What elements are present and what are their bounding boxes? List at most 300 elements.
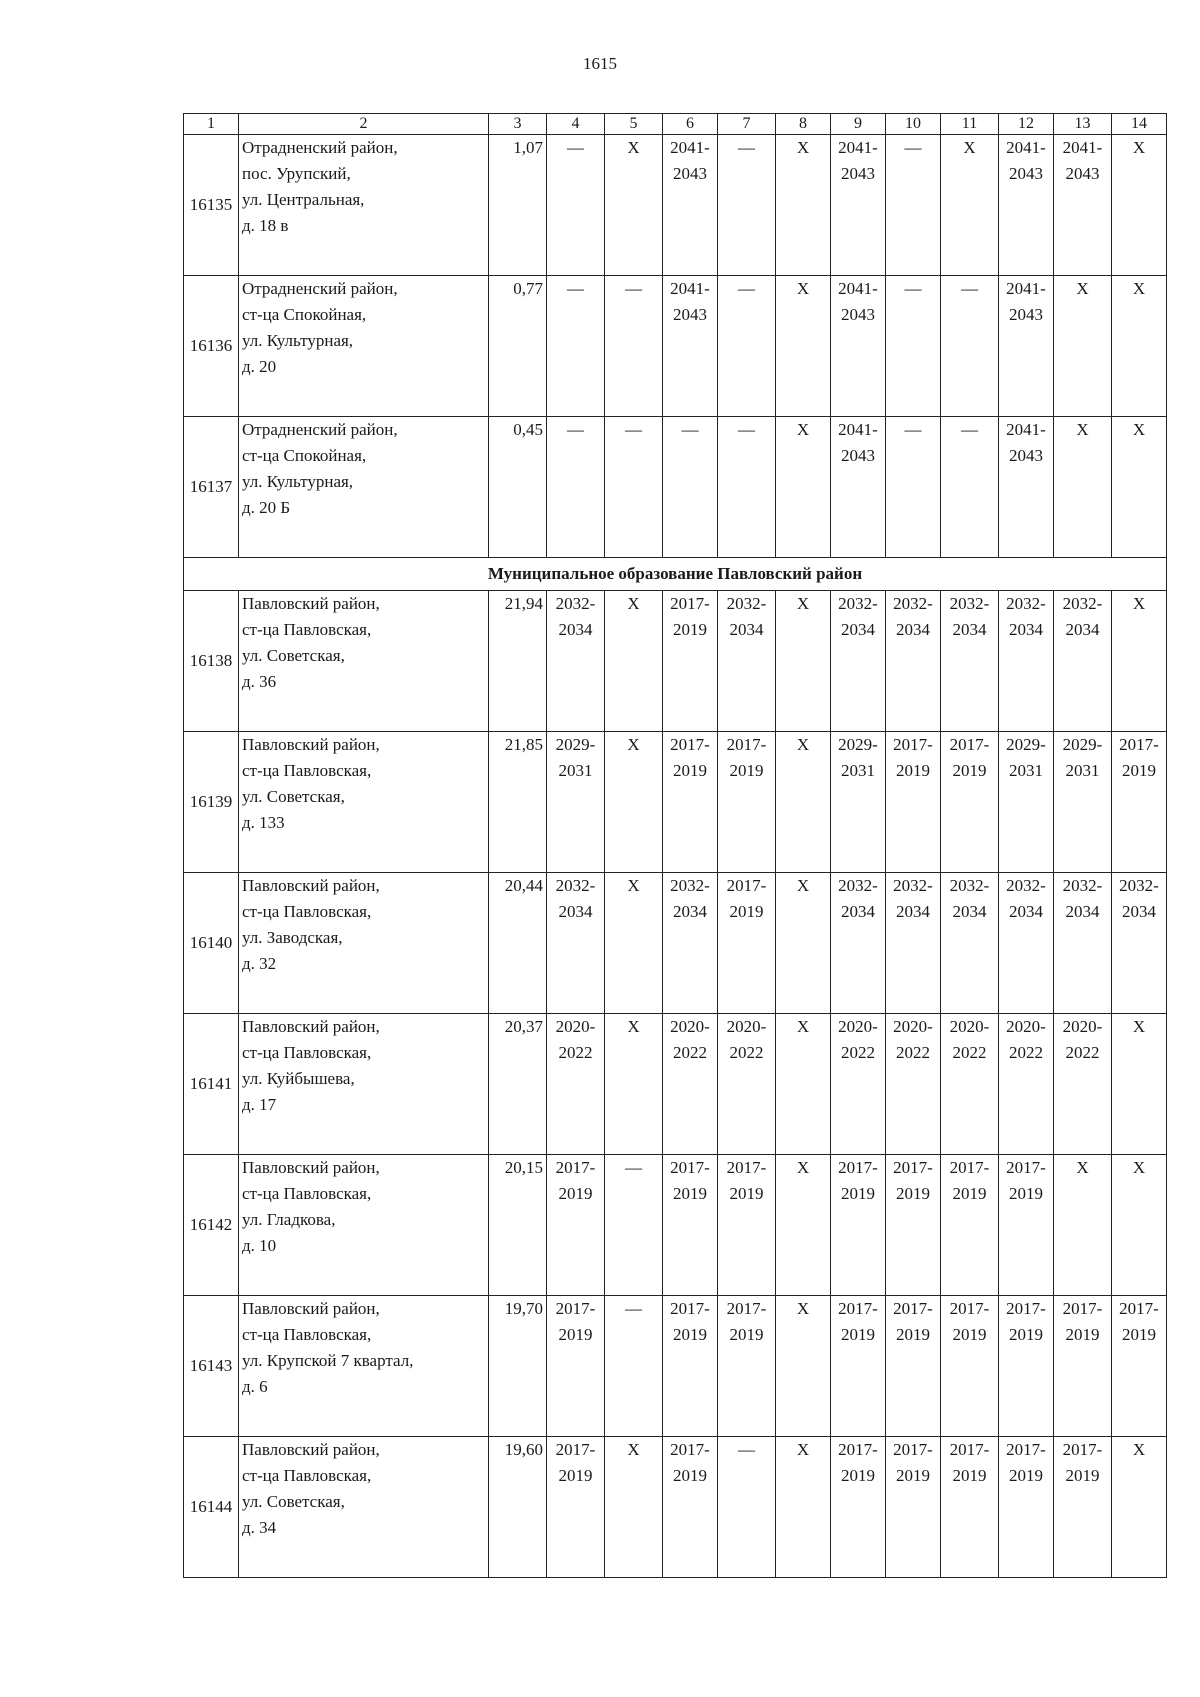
year-range-start: 2017-	[949, 1158, 990, 1177]
row-id: 16143	[184, 1296, 239, 1437]
address-line: ул. Куйбышева,	[242, 1069, 355, 1088]
year-range-end: 2034	[1065, 620, 1100, 639]
value-cell: X	[776, 276, 831, 417]
year-range-end: 2043	[841, 305, 875, 324]
value-cell: —	[718, 276, 776, 417]
page-number: 1615	[583, 54, 617, 73]
value-cell	[999, 873, 1054, 1014]
year-range-end: 2019	[1009, 1466, 1043, 1485]
year-range-end: 2031	[841, 761, 875, 780]
value-cell: —	[605, 1155, 663, 1296]
address-cell	[239, 1296, 489, 1437]
value-cell	[999, 276, 1054, 417]
year-range-end: 2019	[673, 1325, 707, 1344]
value-cell: X	[776, 591, 831, 732]
value-cell: —	[886, 417, 941, 558]
year-range-start: 2017-	[949, 1299, 990, 1318]
value-cell	[941, 732, 999, 873]
value-cell: —	[718, 417, 776, 558]
year-range-end: 2022	[558, 1043, 593, 1062]
value-cell	[886, 591, 941, 732]
value-cell	[718, 1296, 776, 1437]
year-range-end: 2019	[673, 620, 707, 639]
value-cell: X	[776, 1155, 831, 1296]
address-line: ст-ца Спокойная,	[242, 446, 367, 465]
year-range-end: 2043	[1009, 446, 1043, 465]
value-cell: X	[776, 732, 831, 873]
year-range-start: 2032-	[838, 876, 878, 895]
value-cell	[547, 1014, 605, 1155]
value-cell	[1054, 135, 1112, 276]
value-cell	[999, 732, 1054, 873]
value-cell	[831, 1155, 886, 1296]
year-range-end: 2019	[1065, 1325, 1100, 1344]
year-range-end: 2043	[1009, 305, 1043, 324]
year-range-end: 2019	[841, 1325, 875, 1344]
year-range-end: 2019	[729, 761, 764, 780]
year-range-end: 2031	[558, 761, 593, 780]
year-range-end: 2034	[558, 620, 593, 639]
value-cell	[1112, 732, 1167, 873]
year-range-end: 2019	[558, 1325, 593, 1344]
address-line: ст-ца Павловская,	[242, 1043, 372, 1062]
value-cell	[831, 417, 886, 558]
column-number-cell: 7	[718, 114, 776, 135]
year-range-end: 2022	[841, 1043, 875, 1062]
value-cell	[547, 591, 605, 732]
value-cell	[1054, 1014, 1112, 1155]
value-cell	[663, 591, 718, 732]
area-cell: 19,60	[489, 1437, 547, 1578]
year-range-start: 2017-	[555, 1158, 596, 1177]
column-number-cell: 11	[941, 114, 999, 135]
year-range-start: 2017-	[1119, 1299, 1159, 1318]
year-range-start: 2029-	[1062, 735, 1103, 754]
year-range-start: 2032-	[1006, 594, 1046, 613]
value-cell	[663, 1014, 718, 1155]
table-row	[184, 135, 1167, 276]
year-range-end: 2019	[729, 902, 764, 921]
value-cell	[663, 1155, 718, 1296]
value-cell	[718, 732, 776, 873]
value-cell	[663, 276, 718, 417]
address-cell	[239, 1155, 489, 1296]
value-cell	[999, 135, 1054, 276]
section-title: Муниципальное образование Павловский район	[184, 558, 1167, 591]
year-range-end: 2019	[558, 1184, 593, 1203]
row-id: 16144	[184, 1437, 239, 1578]
year-range-start: 2017-	[838, 1299, 878, 1318]
year-range-end: 2034	[952, 902, 987, 921]
year-range-start: 2032-	[1006, 876, 1046, 895]
year-range-end: 2034	[558, 902, 593, 921]
year-range-start: 2029-	[555, 735, 596, 754]
address-cell	[239, 732, 489, 873]
year-range-end: 2043	[673, 164, 707, 183]
column-number-cell: 10	[886, 114, 941, 135]
area-cell: 20,44	[489, 873, 547, 1014]
value-cell	[1112, 873, 1167, 1014]
value-cell	[886, 732, 941, 873]
year-range-end: 2019	[1122, 1325, 1156, 1344]
value-cell: X	[1112, 276, 1167, 417]
year-range-start: 2020-	[1006, 1017, 1046, 1036]
year-range-start: 2020-	[893, 1017, 933, 1036]
address-line: пос. Урупский,	[242, 164, 351, 183]
column-number-cell: 2	[239, 114, 489, 135]
year-range-start: 2017-	[670, 594, 710, 613]
area-cell: 20,15	[489, 1155, 547, 1296]
row-id: 16139	[184, 732, 239, 873]
value-cell	[1054, 1296, 1112, 1437]
year-range-end: 2034	[896, 902, 930, 921]
year-range-end: 2022	[952, 1043, 987, 1062]
value-cell	[831, 873, 886, 1014]
address-line: д. 36	[242, 672, 277, 691]
year-range-start: 2020-	[949, 1017, 990, 1036]
address-cell	[239, 135, 489, 276]
column-number-cell: 1	[184, 114, 239, 135]
row-id: 16135	[184, 135, 239, 276]
year-range-start: 2041-	[670, 279, 710, 298]
year-range-end: 2034	[1009, 620, 1043, 639]
value-cell	[547, 1437, 605, 1578]
address-line: Отрадненский район,	[242, 279, 398, 298]
column-number-cell: 9	[831, 114, 886, 135]
table-row	[184, 417, 1167, 558]
value-cell: —	[547, 135, 605, 276]
value-cell: —	[941, 276, 999, 417]
value-cell: X	[1054, 276, 1112, 417]
year-range-end: 2019	[558, 1466, 593, 1485]
address-line: ул. Заводская,	[242, 928, 343, 947]
year-range-end: 2019	[952, 1325, 987, 1344]
year-range-end: 2043	[1009, 164, 1043, 183]
value-cell: —	[718, 135, 776, 276]
value-cell	[941, 1437, 999, 1578]
value-cell	[547, 1296, 605, 1437]
year-range-start: 2032-	[555, 594, 596, 613]
address-cell	[239, 417, 489, 558]
year-range-start: 2017-	[726, 1299, 767, 1318]
year-range-start: 2017-	[670, 1440, 710, 1459]
address-line: ул. Советская,	[242, 787, 345, 806]
value-cell	[1054, 1437, 1112, 1578]
year-range-start: 2041-	[1006, 138, 1046, 157]
year-range-start: 2020-	[1062, 1017, 1103, 1036]
value-cell	[999, 591, 1054, 732]
address-line: ст-ца Спокойная,	[242, 305, 367, 324]
value-cell	[831, 591, 886, 732]
value-cell: —	[886, 135, 941, 276]
year-range-end: 2022	[729, 1043, 764, 1062]
year-range-end: 2019	[896, 761, 930, 780]
year-range-start: 2017-	[670, 1158, 710, 1177]
value-cell: —	[547, 276, 605, 417]
year-range-end: 2034	[1009, 902, 1043, 921]
value-cell: X	[1054, 417, 1112, 558]
table-row	[184, 1014, 1167, 1155]
value-cell	[1054, 732, 1112, 873]
year-range-end: 2019	[896, 1466, 930, 1485]
year-range-start: 2017-	[1006, 1440, 1046, 1459]
value-cell: —	[605, 1296, 663, 1437]
value-cell	[718, 591, 776, 732]
area-cell: 0,45	[489, 417, 547, 558]
year-range-start: 2017-	[893, 735, 933, 754]
year-range-start: 2017-	[726, 876, 767, 895]
column-number-cell: 3	[489, 114, 547, 135]
value-cell: X	[941, 135, 999, 276]
address-line: ул. Крупской 7 квартал,	[242, 1351, 414, 1370]
year-range-start: 2041-	[838, 138, 878, 157]
table-row	[184, 1437, 1167, 1578]
value-cell: X	[1112, 1155, 1167, 1296]
address-line: ул. Гладкова,	[242, 1210, 336, 1229]
area-cell: 21,85	[489, 732, 547, 873]
year-range-start: 2032-	[1062, 876, 1103, 895]
value-cell: X	[605, 591, 663, 732]
year-range-end: 2034	[896, 620, 930, 639]
value-cell	[1054, 591, 1112, 732]
value-cell	[886, 1155, 941, 1296]
value-cell	[831, 1437, 886, 1578]
value-cell: —	[941, 417, 999, 558]
value-cell	[718, 1155, 776, 1296]
year-range-end: 2019	[1122, 761, 1156, 780]
year-range-end: 2034	[1065, 902, 1100, 921]
address-cell	[239, 1014, 489, 1155]
address-line: ст-ца Павловская,	[242, 1184, 372, 1203]
address-line: Павловский район,	[242, 735, 380, 754]
value-cell: X	[605, 732, 663, 873]
value-cell: X	[1112, 1437, 1167, 1578]
year-range-end: 2019	[673, 1184, 707, 1203]
value-cell: —	[663, 417, 718, 558]
area-cell: 0,77	[489, 276, 547, 417]
address-cell	[239, 873, 489, 1014]
year-range-start: 2032-	[726, 594, 767, 613]
year-range-end: 2019	[952, 1466, 987, 1485]
year-range-end: 2019	[729, 1325, 764, 1344]
section-row	[184, 558, 1167, 591]
year-range-start: 2020-	[838, 1017, 878, 1036]
year-range-start: 2017-	[726, 735, 767, 754]
year-range-end: 2019	[1009, 1325, 1043, 1344]
year-range-end: 2019	[1065, 1466, 1100, 1485]
value-cell	[547, 873, 605, 1014]
year-range-end: 2043	[1065, 164, 1100, 183]
year-range-start: 2017-	[893, 1440, 933, 1459]
address-cell	[239, 1437, 489, 1578]
column-number-cell: 4	[547, 114, 605, 135]
value-cell	[663, 873, 718, 1014]
year-range-start: 2017-	[555, 1299, 596, 1318]
value-cell: X	[776, 135, 831, 276]
value-cell: X	[1054, 1155, 1112, 1296]
year-range-end: 2034	[841, 620, 875, 639]
address-line: ст-ца Павловская,	[242, 620, 372, 639]
area-cell: 21,94	[489, 591, 547, 732]
value-cell	[1054, 873, 1112, 1014]
year-range-start: 2017-	[1119, 735, 1159, 754]
address-line: д. 18 в	[242, 216, 289, 235]
year-range-start: 2041-	[670, 138, 710, 157]
column-number-cell: 8	[776, 114, 831, 135]
year-range-end: 2019	[673, 1466, 707, 1485]
year-range-start: 2020-	[555, 1017, 596, 1036]
year-range-start: 2017-	[838, 1440, 878, 1459]
address-line: д. 20	[242, 357, 277, 376]
address-line: Павловский район,	[242, 594, 380, 613]
table-row	[184, 873, 1167, 1014]
column-number-cell: 14	[1112, 114, 1167, 135]
value-cell	[663, 1437, 718, 1578]
year-range-start: 2017-	[670, 735, 710, 754]
value-cell	[1112, 1296, 1167, 1437]
value-cell	[831, 1296, 886, 1437]
year-range-end: 2019	[896, 1325, 930, 1344]
table-row	[184, 1296, 1167, 1437]
value-cell	[886, 1437, 941, 1578]
year-range-start: 2029-	[838, 735, 878, 754]
year-range-end: 2019	[841, 1466, 875, 1485]
value-cell	[663, 732, 718, 873]
year-range-start: 2032-	[949, 594, 990, 613]
address-line: ул. Советская,	[242, 646, 345, 665]
value-cell: X	[776, 417, 831, 558]
year-range-start: 2017-	[555, 1440, 596, 1459]
year-range-end: 2043	[841, 164, 875, 183]
year-range-start: 2032-	[555, 876, 596, 895]
value-cell	[999, 1155, 1054, 1296]
table-row	[184, 276, 1167, 417]
year-range-start: 2032-	[1062, 594, 1103, 613]
value-cell	[886, 873, 941, 1014]
year-range-start: 2017-	[1062, 1299, 1103, 1318]
column-number-cell: 6	[663, 114, 718, 135]
value-cell: X	[776, 1296, 831, 1437]
year-range-start: 2017-	[726, 1158, 767, 1177]
row-id: 16137	[184, 417, 239, 558]
table-row	[184, 591, 1167, 732]
value-cell	[886, 1014, 941, 1155]
year-range-start: 2017-	[893, 1158, 933, 1177]
value-cell: X	[1112, 135, 1167, 276]
year-range-start: 2041-	[1062, 138, 1103, 157]
year-range-start: 2017-	[949, 1440, 990, 1459]
address-cell	[239, 276, 489, 417]
year-range-end: 2019	[952, 761, 987, 780]
address-line: ул. Культурная,	[242, 331, 354, 350]
value-cell: X	[605, 1014, 663, 1155]
value-cell	[663, 135, 718, 276]
row-id: 16141	[184, 1014, 239, 1155]
address-line: ул. Центральная,	[242, 190, 365, 209]
year-range-start: 2017-	[670, 1299, 710, 1318]
value-cell	[886, 1296, 941, 1437]
year-range-end: 2034	[729, 620, 764, 639]
value-cell	[663, 1296, 718, 1437]
year-range-end: 2034	[1122, 902, 1156, 921]
year-range-end: 2031	[1009, 761, 1043, 780]
address-line: Отрадненский район,	[242, 420, 398, 439]
year-range-end: 2019	[841, 1184, 875, 1203]
address-line: д. 133	[242, 813, 285, 832]
address-line: д. 34	[242, 1518, 277, 1537]
address-line: Отрадненский район,	[242, 138, 398, 157]
value-cell: X	[605, 1437, 663, 1578]
year-range-start: 2017-	[1006, 1158, 1046, 1177]
year-range-end: 2022	[1009, 1043, 1043, 1062]
area-cell: 20,37	[489, 1014, 547, 1155]
value-cell: X	[1112, 417, 1167, 558]
table-row	[184, 732, 1167, 873]
value-cell: X	[776, 1437, 831, 1578]
value-cell	[831, 135, 886, 276]
value-cell	[547, 732, 605, 873]
address-line: ст-ца Павловская,	[242, 902, 372, 921]
value-cell: —	[547, 417, 605, 558]
value-cell	[831, 276, 886, 417]
year-range-end: 2043	[841, 446, 875, 465]
value-cell: —	[718, 1437, 776, 1578]
value-cell: X	[1112, 1014, 1167, 1155]
year-range-end: 2019	[729, 1184, 764, 1203]
value-cell: —	[886, 276, 941, 417]
address-line: Павловский район,	[242, 1440, 380, 1459]
year-range-start: 2032-	[893, 594, 933, 613]
year-range-start: 2041-	[838, 279, 878, 298]
address-line: д. 20 Б	[242, 498, 291, 517]
value-cell	[999, 1014, 1054, 1155]
column-number-cell: 12	[999, 114, 1054, 135]
year-range-start: 2017-	[893, 1299, 933, 1318]
address-line: д. 6	[242, 1377, 268, 1396]
value-cell	[941, 1155, 999, 1296]
year-range-start: 2041-	[1006, 420, 1046, 439]
value-cell	[941, 873, 999, 1014]
row-id: 16140	[184, 873, 239, 1014]
housing-table	[183, 113, 1167, 1578]
column-number-cell: 5	[605, 114, 663, 135]
row-id: 16142	[184, 1155, 239, 1296]
header-row	[184, 114, 1167, 135]
value-cell	[831, 732, 886, 873]
year-range-end: 2034	[952, 620, 987, 639]
year-range-end: 2019	[896, 1184, 930, 1203]
address-line: Павловский район,	[242, 1299, 380, 1318]
address-line: Павловский район,	[242, 1158, 380, 1177]
value-cell: X	[605, 135, 663, 276]
value-cell: X	[605, 873, 663, 1014]
year-range-end: 2019	[1009, 1184, 1043, 1203]
address-line: д. 32	[242, 954, 277, 973]
year-range-start: 2017-	[1006, 1299, 1046, 1318]
year-range-start: 2041-	[838, 420, 878, 439]
year-range-start: 2017-	[838, 1158, 878, 1177]
year-range-start: 2032-	[670, 876, 710, 895]
address-line: ст-ца Павловская,	[242, 1325, 372, 1344]
value-cell	[941, 591, 999, 732]
row-id: 16136	[184, 276, 239, 417]
address-line: ул. Советская,	[242, 1492, 345, 1511]
value-cell	[831, 1014, 886, 1155]
address-line: ул. Культурная,	[242, 472, 354, 491]
value-cell: X	[776, 1014, 831, 1155]
value-cell	[999, 1437, 1054, 1578]
year-range-start: 2020-	[726, 1017, 767, 1036]
